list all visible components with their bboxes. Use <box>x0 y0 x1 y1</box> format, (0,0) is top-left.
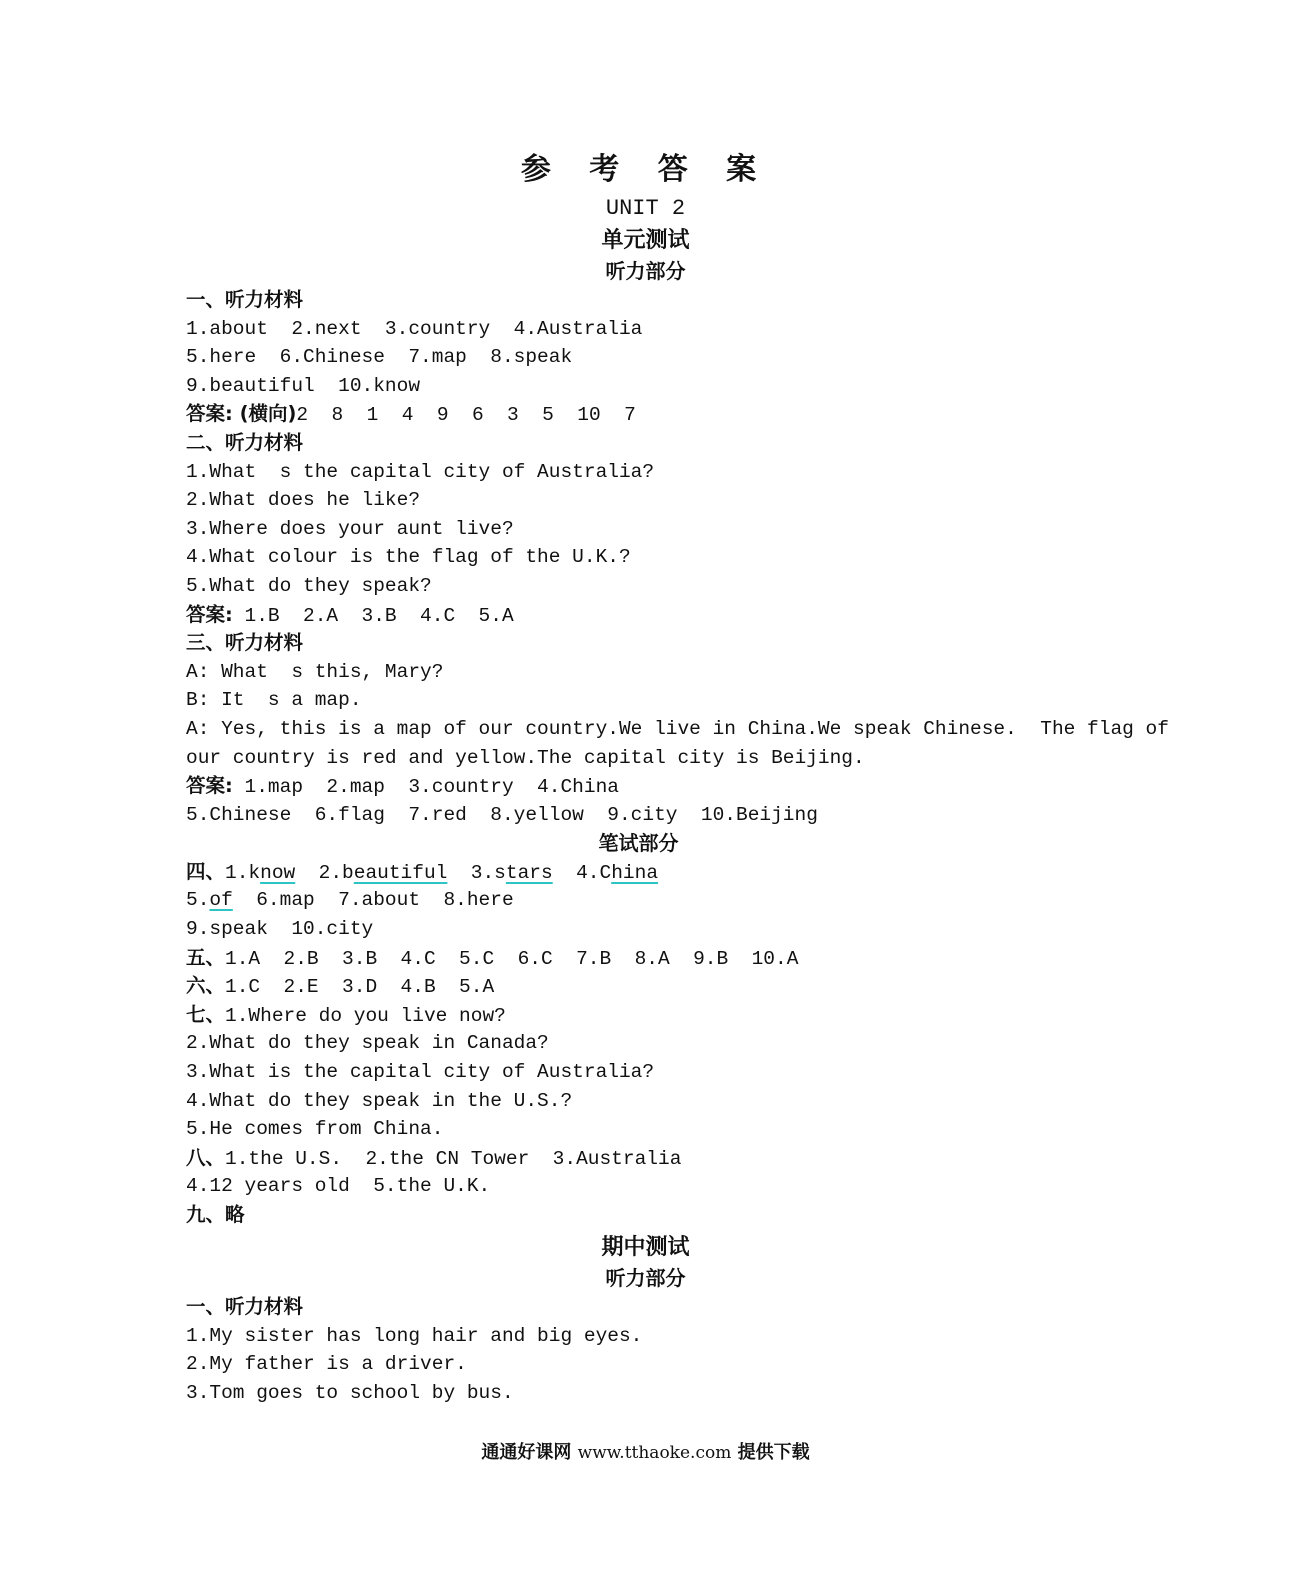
part7-value: 1.Where do you live now? <box>225 1004 506 1027</box>
part1-heading: 一、听力材料 <box>186 288 304 311</box>
footer-suffix: 提供下载 <box>731 1442 810 1463</box>
footer-url[interactable]: www.tthaoke.com <box>577 1443 732 1463</box>
listening-part-heading: 听力部分 <box>605 259 686 283</box>
part8-value: 1.the U.S. 2.the CN Tower 3.Australia <box>225 1147 682 1170</box>
part2-answer-value: 1.B 2.A 3.B 4.C 5.A <box>232 604 514 627</box>
part6-label: 六、 <box>186 974 226 998</box>
part3-line: 5.Chinese 6.flag 7.red 8.yellow 9.city 10.Beijing <box>186 803 818 826</box>
part2-line: 4.What colour is the flag of the U.K.? <box>186 546 631 569</box>
part5-value: 1.A 2.B 3.B 4.C 5.C 6.C 7.B 8.A 9.B 10.A <box>225 947 799 970</box>
part3-answer-value: 1.map 2.map 3.country 4.China <box>232 776 619 799</box>
part7-line: 4.What do they speak in the U.S.? <box>186 1089 573 1112</box>
part4-item: 1.k <box>225 861 261 884</box>
part4-underlined: tars <box>505 861 553 884</box>
part7-line: 3.What is the capital city of Australia? <box>186 1061 655 1084</box>
part1-answer-value: 2 8 1 4 9 6 3 5 10 7 <box>296 404 636 427</box>
part1-answer-label: 答案: (横向) <box>186 402 297 426</box>
part4-label: 四、 <box>186 859 226 883</box>
part3-answer-label: 答案: <box>186 774 233 798</box>
part2-heading: 二、听力材料 <box>186 430 304 454</box>
unit-label: UNIT 2 <box>605 196 686 221</box>
part3-heading: 三、听力材料 <box>186 631 304 655</box>
part6-value: 1.C 2.E 3.D 4.B 5.A <box>225 976 495 999</box>
part4-underlined: eautiful <box>353 861 448 884</box>
part3-line: A: Yes, this is a map of our country.We live in China.We speak Chinese. The flag of <box>186 717 1169 740</box>
written-part-heading: 笔试部分 <box>598 831 679 856</box>
part3-line: A: What s this, Mary? <box>186 660 444 683</box>
page-title: 参 考 答 案 <box>520 152 771 187</box>
part2-line: 5.What do they speak? <box>186 574 432 597</box>
footer-prefix: 通通好课网 <box>481 1442 578 1463</box>
part8-line: 4.12 years old 5.the U.K. <box>186 1175 491 1198</box>
section-unit-test-heading: 单元测试 <box>601 228 690 253</box>
part2-answer-label: 答案: <box>186 602 233 626</box>
part4-item: 4.C <box>552 861 612 884</box>
midterm-heading: 期中测试 <box>601 1235 690 1260</box>
midterm-line: 2.My father is a driver. <box>186 1353 467 1376</box>
part4-underlined: hina <box>611 861 659 884</box>
part4-line: 9.speak 10.city <box>186 918 374 941</box>
midterm-answers <box>186 1293 1086 1407</box>
part2-line: 2.What does he like? <box>186 489 421 512</box>
part4-line <box>186 886 1086 915</box>
unit-test-answers <box>186 286 1169 1230</box>
part1-line: 1.about 2.next 3.country 4.Australia <box>186 317 643 340</box>
part1-line: 5.here 6.Chinese 7.map 8.speak <box>186 346 573 369</box>
part4-item: 6.map 7.about 8.here <box>232 889 514 912</box>
midterm-line: 1.My sister has long hair and big eyes. <box>186 1324 643 1347</box>
part7-line: 2.What do they speak in Canada? <box>186 1032 549 1055</box>
part4-line <box>186 858 1086 887</box>
part7-label: 七、 <box>186 1002 226 1026</box>
part4-item: 2.b <box>295 861 354 884</box>
part4-item: 3.s <box>447 861 506 884</box>
part8-label: 八、 <box>186 1145 226 1169</box>
footer-credit <box>0 1440 1291 1466</box>
midterm-listening-heading: 听力部分 <box>605 1266 686 1290</box>
part4-underlined: now <box>260 861 296 884</box>
part3-line: B: It s a map. <box>186 689 362 712</box>
part7-line: 5.He comes from China. <box>186 1118 444 1141</box>
part4-item: 5. <box>186 889 210 912</box>
part2-line: 1.What s the capital city of Australia? <box>186 460 655 483</box>
midterm-part1-heading: 一、听力材料 <box>186 1295 304 1318</box>
midterm-line: 3.Tom goes to school by bus. <box>186 1381 514 1404</box>
part3-line: our country is red and yellow.The capital city is Beijing. <box>186 746 865 769</box>
part2-line: 3.Where does your aunt live? <box>186 517 514 540</box>
part9-label: 九、略 <box>186 1203 245 1226</box>
part5-label: 五、 <box>186 945 226 969</box>
part1-line: 9.beautiful 10.know <box>186 374 421 397</box>
part4-underlined: of <box>209 889 233 912</box>
